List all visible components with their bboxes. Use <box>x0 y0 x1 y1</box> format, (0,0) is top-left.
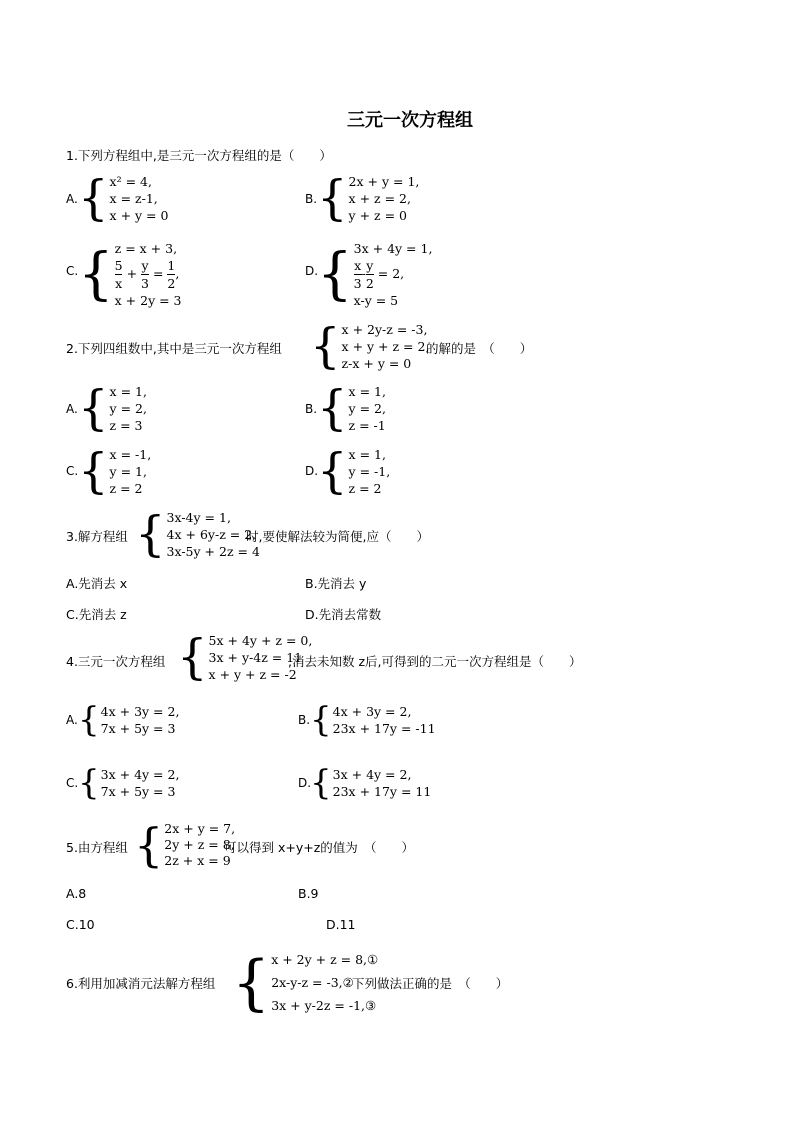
equation: 23x + 17y = 11 <box>332 784 432 799</box>
q2-option-c-label: C. <box>66 464 79 478</box>
q5-system <box>134 820 235 870</box>
fraction: $\frac{1}{2}$ <box>167 258 176 291</box>
brace-icon: { <box>134 818 164 872</box>
equation: x = 1, <box>109 383 147 399</box>
brace-icon: { <box>232 947 271 1018</box>
q1-option-a-system <box>78 172 168 224</box>
question-5-stem-suffix: 可以得到 x+y+z的值为 （ ） <box>224 840 415 855</box>
fraction: $\frac{y}{2}$ <box>365 258 374 291</box>
equation: x-y = 5 <box>353 293 399 308</box>
equation: x + 2y + z = 8,① <box>271 952 379 967</box>
equation: x + 2y = 3 <box>114 293 182 308</box>
equation: 3x + 4y = 2, <box>332 767 412 782</box>
equation: x = 1, <box>348 446 386 462</box>
equation: 2x + y = 7, <box>164 821 236 836</box>
question-6-stem-suffix: 下列做法正确的是 （ ） <box>352 976 509 991</box>
equation: 4x + 3y = 2, <box>332 704 412 719</box>
q4-option-c-label: C. <box>66 776 79 790</box>
q2-option-b-label: B. <box>305 402 318 416</box>
equation: 3x + y-4z = 11 <box>208 649 303 665</box>
q2-option-b-system <box>317 382 386 434</box>
brace-icon: { <box>317 380 348 436</box>
brace-icon: { <box>78 700 100 740</box>
equation: $\frac{x}{3}$ - $\frac{y}{2}$ = 2, <box>353 258 405 291</box>
brace-icon: { <box>78 380 109 436</box>
question-4-stem-prefix: 4.三元一次方程组 <box>66 654 166 669</box>
q3-option-c: C.先消去 z <box>66 607 127 622</box>
brace-icon: { <box>78 170 109 226</box>
q2-option-d-system <box>317 445 390 497</box>
equation: x + y + z = 2, <box>341 338 430 354</box>
equation: 5x + 4y + z = 0, <box>208 632 313 648</box>
q4-option-d-system <box>310 765 431 801</box>
q4-option-d-label: D. <box>298 776 312 790</box>
equation: 2x-y-z = -3,② <box>271 975 354 990</box>
brace-icon: { <box>317 170 348 226</box>
q3-option-a: A.先消去 x <box>66 576 128 591</box>
equation: 4x + 3y = 2, <box>100 704 180 719</box>
equation: 3x + 4y = 1, <box>353 241 433 256</box>
question-3-stem-suffix: 时,要使解法较为简便,应（ ） <box>246 529 429 544</box>
brace-icon: { <box>317 241 353 307</box>
q1-option-d-system <box>317 240 432 309</box>
fraction: $\frac{x}{3}$ <box>353 258 362 291</box>
equation: 3x + 4y = 2, <box>100 767 180 782</box>
brace-icon: { <box>310 763 332 803</box>
equation: x + 2y-z = -3, <box>341 321 428 337</box>
q1-option-a-label: A. <box>66 192 78 206</box>
q1-option-c-label: C. <box>66 264 79 278</box>
equation: 7x + 5y = 3 <box>100 784 176 799</box>
equation: 3x-4y = 1, <box>166 509 231 525</box>
q3-option-b: B.先消去 y <box>305 576 367 591</box>
equation: 3x + y-2z = -1,③ <box>271 998 377 1013</box>
brace-icon: { <box>135 506 166 562</box>
equation: z = 3 <box>109 417 143 433</box>
q2-option-a-system <box>78 382 147 434</box>
q2-system <box>310 320 429 372</box>
q1-option-b-label: B. <box>305 192 318 206</box>
q2-option-d-label: D. <box>305 464 319 478</box>
q5-option-a: A.8 <box>66 886 87 901</box>
equation: y + z = 0 <box>348 207 407 223</box>
brace-icon: { <box>78 763 100 803</box>
question-1-stem: 1.下列方程组中,是三元一次方程组的是（ ） <box>66 148 332 163</box>
question-2-stem-suffix: 的解的是 （ ） <box>426 341 533 356</box>
question-4-stem-suffix: ,消去未知数 z后,可得到的二元一次方程组是（ ） <box>288 654 582 669</box>
q4-option-b-system <box>310 702 436 738</box>
q5-option-b: B.9 <box>298 886 319 901</box>
brace-icon: { <box>78 241 114 307</box>
equation: 4x + 6y-z = 2, <box>166 526 257 542</box>
q2-option-c-system <box>78 445 151 497</box>
equation: 2y + z = 8, <box>164 837 235 852</box>
equation: z = 2 <box>348 480 382 496</box>
equation: x + y = 0 <box>109 207 169 223</box>
q1-option-b-system <box>317 172 419 224</box>
equation: x + y + z = -2 <box>208 666 297 682</box>
equation: y = 1, <box>109 463 147 479</box>
equation: 7x + 5y = 3 <box>100 721 176 736</box>
equation: z = -1 <box>348 417 386 433</box>
equation: z-x + y = 0 <box>341 355 412 371</box>
fraction: $\frac{5}{x}$ <box>114 258 123 291</box>
q1-option-d-label: D. <box>305 264 319 278</box>
brace-icon: { <box>78 443 109 499</box>
equation: 2z + x = 9 <box>164 853 231 868</box>
q5-option-d: D.11 <box>326 917 356 932</box>
q2-option-a-label: A. <box>66 402 78 416</box>
equation: 2x + y = 1, <box>348 173 420 189</box>
brace-icon: { <box>177 629 208 685</box>
q5-option-c: C.10 <box>66 917 95 932</box>
question-2-stem-prefix: 2.下列四组数中,其中是三元一次方程组 <box>66 341 282 356</box>
equation: x² = 4, <box>109 173 152 189</box>
equation: 3x-5y + 2z = 4 <box>166 543 260 559</box>
fraction: $\frac{y}{3}$ <box>141 258 149 291</box>
equation: z = 2 <box>109 480 143 496</box>
equation: $\frac{5}{x}$ + $\frac{y}{3}$ = $\frac{1}{2}$ , <box>114 258 180 291</box>
question-5-stem-prefix: 5.由方程组 <box>66 840 128 855</box>
brace-icon: { <box>310 318 341 374</box>
q4-option-b-label: B. <box>298 713 311 727</box>
equation: x = -1, <box>109 446 152 462</box>
equation: y = 2, <box>348 400 386 416</box>
q4-option-c-system <box>78 765 179 801</box>
equation: y = 2, <box>109 400 147 416</box>
equation: y = -1, <box>348 463 391 479</box>
equation: x = z-1, <box>109 190 158 206</box>
equation: z = x + 3, <box>114 241 178 256</box>
q4-option-a-label: A. <box>66 713 78 727</box>
q3-option-d: D.先消去常数 <box>305 607 382 622</box>
question-6-stem-prefix: 6.利用加减消元法解方程组 <box>66 976 216 991</box>
equation: x = 1, <box>348 383 386 399</box>
equation: x + z = 2, <box>348 190 411 206</box>
brace-icon: { <box>310 700 332 740</box>
equation: 23x + 17y = -11 <box>332 721 436 736</box>
q3-system <box>135 508 260 560</box>
q4-option-a-system <box>78 702 179 738</box>
question-3-stem-prefix: 3.解方程组 <box>66 529 128 544</box>
q1-option-c-system <box>78 240 182 309</box>
brace-icon: { <box>317 443 348 499</box>
page-title: 三元一次方程组 <box>347 110 473 131</box>
